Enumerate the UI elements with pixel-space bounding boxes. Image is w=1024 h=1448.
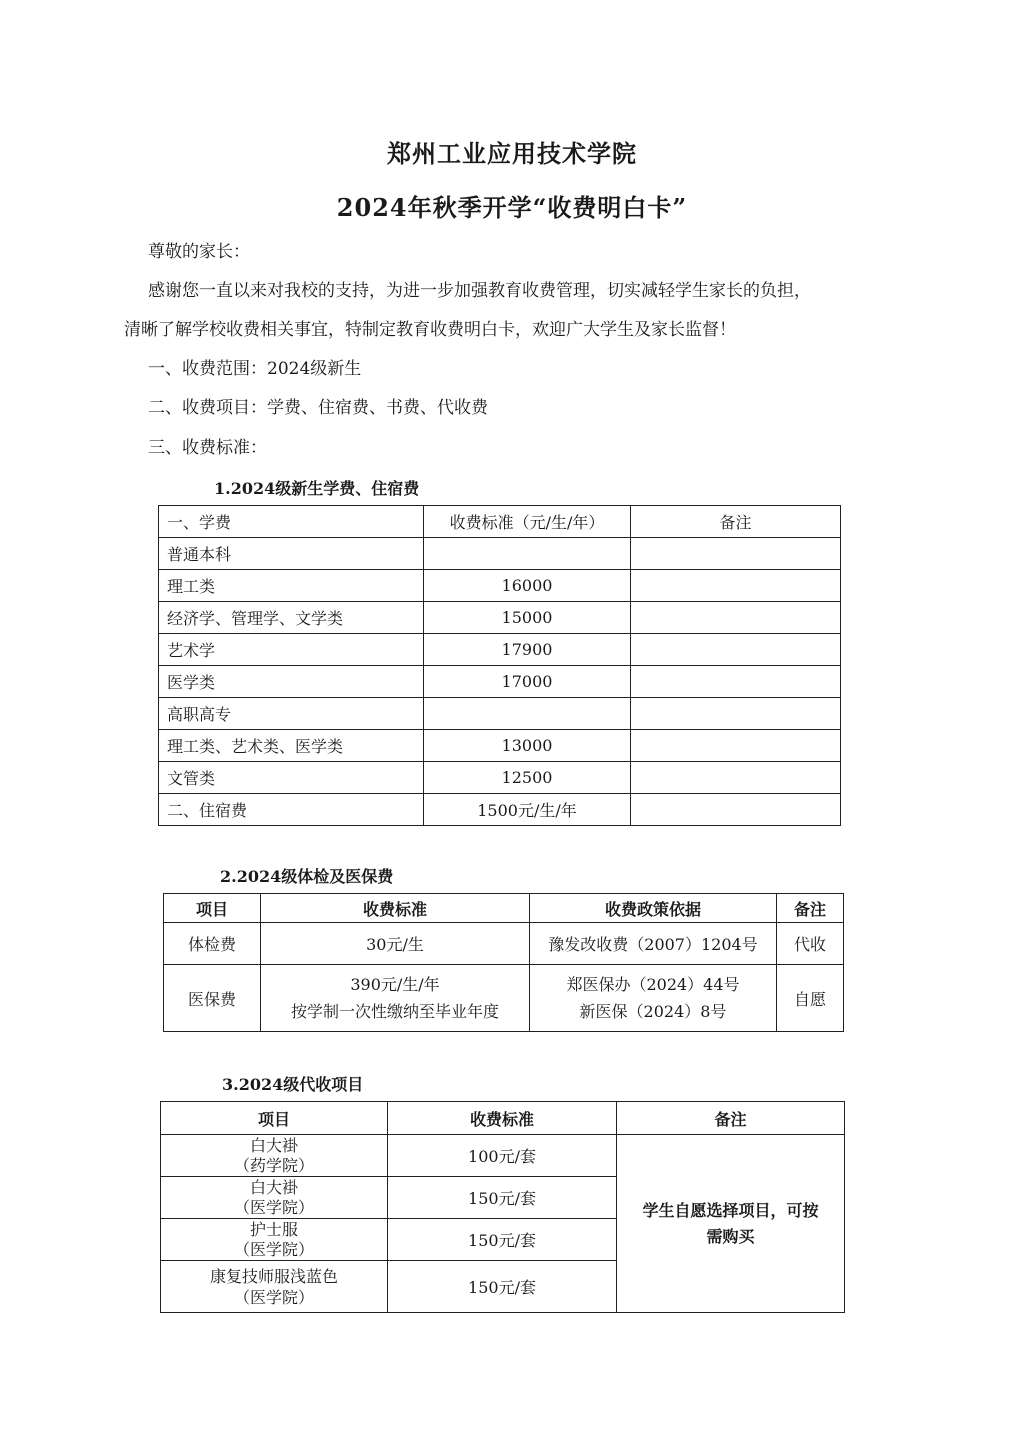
item-name: 护士服 [249, 1219, 298, 1239]
category-cell: 经济学、管理学、文学类 [159, 602, 424, 634]
header-cell: 收费标准 [388, 1102, 617, 1135]
note-cell [617, 1135, 845, 1313]
intro-line-2: 清晰了解学校收费相关事宜，特制定教育收费明白卡，欢迎广大学生及家长监督！ [124, 320, 736, 340]
fee-cell: 16000 [424, 570, 631, 602]
table-row [161, 1135, 845, 1177]
table-row [159, 538, 841, 570]
category-cell: 理工类 [159, 570, 424, 602]
note-cell [631, 762, 841, 794]
item-cell [161, 1219, 388, 1261]
table-row [159, 698, 841, 730]
table-row [159, 762, 841, 794]
policy-text: 新医保（2024）8号 [579, 1002, 727, 1021]
section-standards: 三、收费标准： [148, 438, 267, 458]
note-cell [631, 698, 841, 730]
item-cell: 医保费 [164, 965, 261, 1032]
note-cell [631, 538, 841, 570]
item-cell: 体检费 [164, 923, 261, 965]
note-cell [631, 730, 841, 762]
fee-cell: 17900 [424, 634, 631, 666]
table-row [159, 570, 841, 602]
policy-cell [530, 965, 777, 1032]
table2-caption: 2.2024级体检及医保费 [220, 867, 394, 886]
header-cell: 备注 [617, 1102, 845, 1135]
fee-text: 30元/生 [366, 935, 424, 954]
table-row [159, 602, 841, 634]
note-text: 需购买 [706, 1226, 755, 1246]
policy-text: 郑医保办（2024）44号 [566, 975, 740, 994]
tuition-table [158, 505, 841, 826]
fee-cell: 12500 [424, 762, 631, 794]
policy-text: 豫发改收费（2007）1204号 [548, 935, 758, 954]
category-cell: 二、住宿费 [159, 794, 424, 826]
item-name: 康复技师服浅蓝色 [209, 1266, 338, 1286]
header-cell: 收费标准 [261, 894, 530, 923]
note-cell [631, 602, 841, 634]
note-cell [631, 570, 841, 602]
category-cell: 普通本科 [159, 538, 424, 570]
item-dept: （医学院） [233, 1287, 314, 1307]
category-cell: 文管类 [159, 762, 424, 794]
fee-cell: 17000 [424, 666, 631, 698]
fee-cell: 150元/套 [388, 1177, 617, 1219]
table-row [159, 730, 841, 762]
fee-cell [261, 923, 530, 965]
header-cell: 一、学费 [159, 506, 424, 538]
note-text: 学生自愿选择项目，可按 [642, 1200, 819, 1220]
fee-cell: 1500元/生/年 [424, 794, 631, 826]
medical-table [163, 893, 844, 1032]
item-name: 白大褂 [249, 1135, 298, 1155]
table-row [159, 794, 841, 826]
table-row [159, 666, 841, 698]
table-header-row [161, 1102, 845, 1135]
table-header-row [164, 894, 844, 923]
header-cell: 收费政策依据 [530, 894, 777, 923]
category-cell: 医学类 [159, 666, 424, 698]
header-cell: 备注 [777, 894, 844, 923]
item-dept: （医学院） [233, 1239, 314, 1259]
fee-cell [261, 965, 530, 1032]
note-cell: 自愿 [777, 965, 844, 1032]
table-header-row [159, 506, 841, 538]
fee-cell: 150元/套 [388, 1261, 617, 1313]
policy-cell [530, 923, 777, 965]
fee-cell: 15000 [424, 602, 631, 634]
fee-cell: 150元/套 [388, 1219, 617, 1261]
greeting: 尊敬的家长： [148, 242, 250, 262]
item-cell [161, 1177, 388, 1219]
item-cell [161, 1135, 388, 1177]
header-cell: 项目 [164, 894, 261, 923]
header-cell: 备注 [631, 506, 841, 538]
note-cell [631, 666, 841, 698]
table-row [159, 634, 841, 666]
note-cell: 代收 [777, 923, 844, 965]
doc-title: 郑州工业应用技术学院 [387, 139, 637, 168]
table1-caption: 1.2024级新生学费、住宿费 [214, 479, 420, 498]
doc-subtitle: 2024年秋季开学“收费明白卡” [336, 193, 688, 222]
table3-caption: 3.2024级代收项目 [222, 1075, 364, 1094]
intro-line-1: 感谢您一直以来对我校的支持，为进一步加强教育收费管理，切实减轻学生家长的负担， [148, 281, 811, 301]
collection-table [160, 1101, 845, 1313]
fee-text: 390元/生/年 [350, 975, 440, 994]
item-dept: （医学院） [233, 1197, 314, 1217]
header-cell: 收费标准（元/生/年） [424, 506, 631, 538]
section-scope: 一、收费范围：2024级新生 [148, 359, 362, 379]
section-items: 二、收费项目：学费、住宿费、书费、代收费 [148, 398, 488, 418]
category-cell: 艺术学 [159, 634, 424, 666]
item-dept: （药学院） [233, 1155, 314, 1175]
header-cell: 项目 [161, 1102, 388, 1135]
fee-cell [424, 538, 631, 570]
table-row [164, 965, 844, 1032]
item-cell [161, 1261, 388, 1313]
item-name: 白大褂 [249, 1177, 298, 1197]
fee-cell [424, 698, 631, 730]
category-cell: 高职高专 [159, 698, 424, 730]
fee-cell: 100元/套 [388, 1135, 617, 1177]
category-cell: 理工类、艺术类、医学类 [159, 730, 424, 762]
fee-cell: 13000 [424, 730, 631, 762]
note-cell [631, 794, 841, 826]
table-row [164, 923, 844, 965]
note-cell [631, 634, 841, 666]
fee-text: 按学制一次性缴纳至毕业年度 [290, 1002, 499, 1021]
